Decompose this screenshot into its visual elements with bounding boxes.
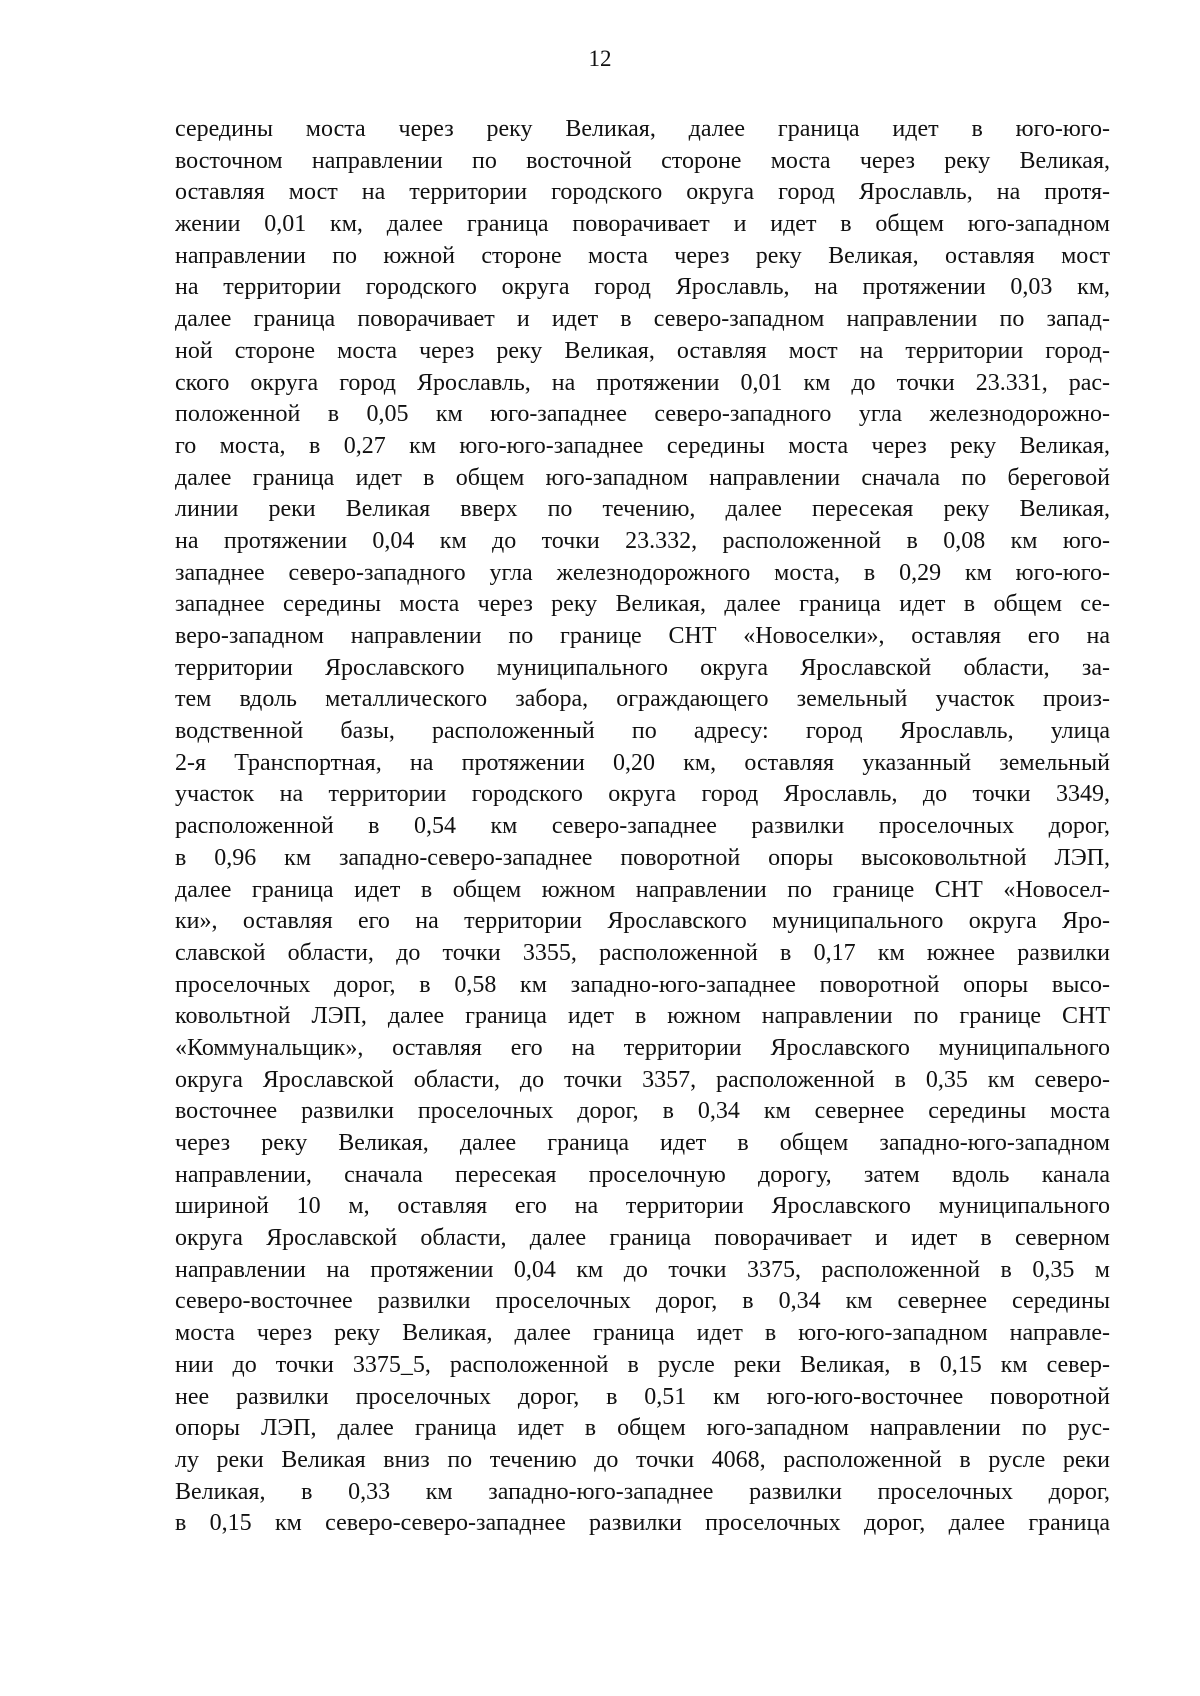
text-line: Великая, в 0,33 км западно-юго-западнее развилки проселочных дорог, xyxy=(175,1478,1110,1505)
text-line: направлении, сначала пересекая проселочную дорогу, затем вдоль канала xyxy=(175,1161,1110,1188)
text-line: в 0,96 км западно-северо-западнее поворотной опоры высоковольтной ЛЭП, xyxy=(175,844,1110,871)
text-line: «Коммунальщик», оставляя его на территории Ярославского муниципального xyxy=(175,1034,1110,1061)
text-line: славской области, до точки 3355, расположенной в 0,17 км южнее развилки xyxy=(175,939,1110,966)
text-line: го моста, в 0,27 км юго-юго-западнее середины моста через реку Великая, xyxy=(175,432,1110,459)
text-line: восточном направлении по восточной стороне моста через реку Великая, xyxy=(175,147,1110,174)
text-line: проселочных дорог, в 0,58 км западно-юго-западнее поворотной опоры высо- xyxy=(175,971,1110,998)
text-line: расположенной в 0,54 км северо-западнее развилки проселочных дорог, xyxy=(175,813,1110,840)
text-line: оставляя мост на территории городского округа город Ярославль, на протя- xyxy=(175,179,1110,206)
text-line: моста через реку Великая, далее граница идет в юго-юго-западном направле- xyxy=(175,1320,1110,1347)
text-line: тем вдоль металлического забора, ограждающего земельный участок произ- xyxy=(175,686,1110,713)
text-line: северо-восточнее развилки проселочных дорог, в 0,34 км севернее середины xyxy=(175,1288,1110,1315)
text-line: жении 0,01 км, далее граница поворачивает и идет в общем юго-западном xyxy=(175,211,1110,238)
text-line: западнее северо-западного угла железнодорожного моста, в 0,29 км юго-юго- xyxy=(175,559,1110,586)
text-line: положенной в 0,05 км юго-западнее северо-западного угла железнодорожно- xyxy=(175,401,1110,428)
text-line: середины моста через реку Великая, далее граница идет в юго-юго- xyxy=(175,116,1110,142)
text-line: далее граница идет в общем южном направлении по границе СНТ «Новосел- xyxy=(175,876,1110,903)
text-line: территории Ярославского муниципального округа Ярославской области, за- xyxy=(175,654,1110,681)
text-line: участок на территории городского округа город Ярославль, до точки 3349, xyxy=(175,781,1110,808)
text-line: линии реки Великая вверх по течению, далее пересекая реку Великая, xyxy=(175,496,1110,523)
text-line: в 0,15 км северо-северо-западнее развилки проселочных дорог, далее граница xyxy=(175,1510,1110,1537)
text-line: округа Ярославской области, далее граница поворачивает и идет в северном xyxy=(175,1225,1110,1252)
text-line: западнее середины моста через реку Великая, далее граница идет в общем се- xyxy=(175,591,1110,618)
page-number: 12 xyxy=(588,46,612,71)
text-line: округа Ярославской области, до точки 3357, расположенной в 0,35 км северо- xyxy=(175,1066,1110,1093)
text-line: далее граница идет в общем юго-западном направлении сначала по береговой xyxy=(175,464,1110,491)
text-line: ки», оставляя его на территории Ярославского муниципального округа Яро- xyxy=(175,908,1110,935)
text-line: 2-я Транспортная, на протяжении 0,20 км, оставляя указанный земельный xyxy=(175,749,1110,776)
text-line: далее граница поворачивает и идет в северо-западном направлении по запад- xyxy=(175,306,1110,333)
text-line: водственной базы, расположенный по адресу: город Ярославль, улица xyxy=(175,718,1110,745)
text-line: ковольтной ЛЭП, далее граница идет в южном направлении по границе СНТ xyxy=(175,1003,1110,1030)
text-line: через реку Великая, далее граница идет в общем западно-юго-западном xyxy=(175,1130,1110,1156)
text-line: лу реки Великая вниз по течению до точки 4068, расположенной в русле реки xyxy=(175,1446,1110,1473)
text-line: нее развилки проселочных дорог, в 0,51 км юго-юго-восточнее поворотной xyxy=(175,1383,1110,1410)
text-line: направлении по южной стороне моста через реку Великая, оставляя мост xyxy=(175,242,1110,269)
text-line: на протяжении 0,04 км до точки 23.332, расположенной в 0,08 км юго- xyxy=(175,527,1110,554)
text-line: восточнее развилки проселочных дорог, в 0,34 км севернее середины моста xyxy=(175,1098,1110,1125)
text-line: шириной 10 м, оставляя его на территории Ярославского муниципального xyxy=(175,1193,1110,1220)
text-line: ной стороне моста через реку Великая, оставляя мост на территории город- xyxy=(175,337,1110,364)
text-line: нии до точки 3375_5, расположенной в русле реки Великая, в 0,15 км север- xyxy=(175,1351,1110,1378)
text-line: веро-западном направлении по границе СНТ «Новоселки», оставляя его на xyxy=(175,623,1110,649)
text-line: направлении на протяжении 0,04 км до точки 3375, расположенной в 0,35 м xyxy=(175,1256,1110,1283)
document-body xyxy=(175,114,1110,1540)
text-line: на территории городского округа город Ярославль, на протяжении 0,03 км, xyxy=(175,274,1110,301)
text-line: ского округа город Ярославль, на протяжении 0,01 км до точки 23.331, рас- xyxy=(175,369,1110,396)
text-line: опоры ЛЭП, далее граница идет в общем юго-западном направлении по рус- xyxy=(175,1415,1110,1442)
